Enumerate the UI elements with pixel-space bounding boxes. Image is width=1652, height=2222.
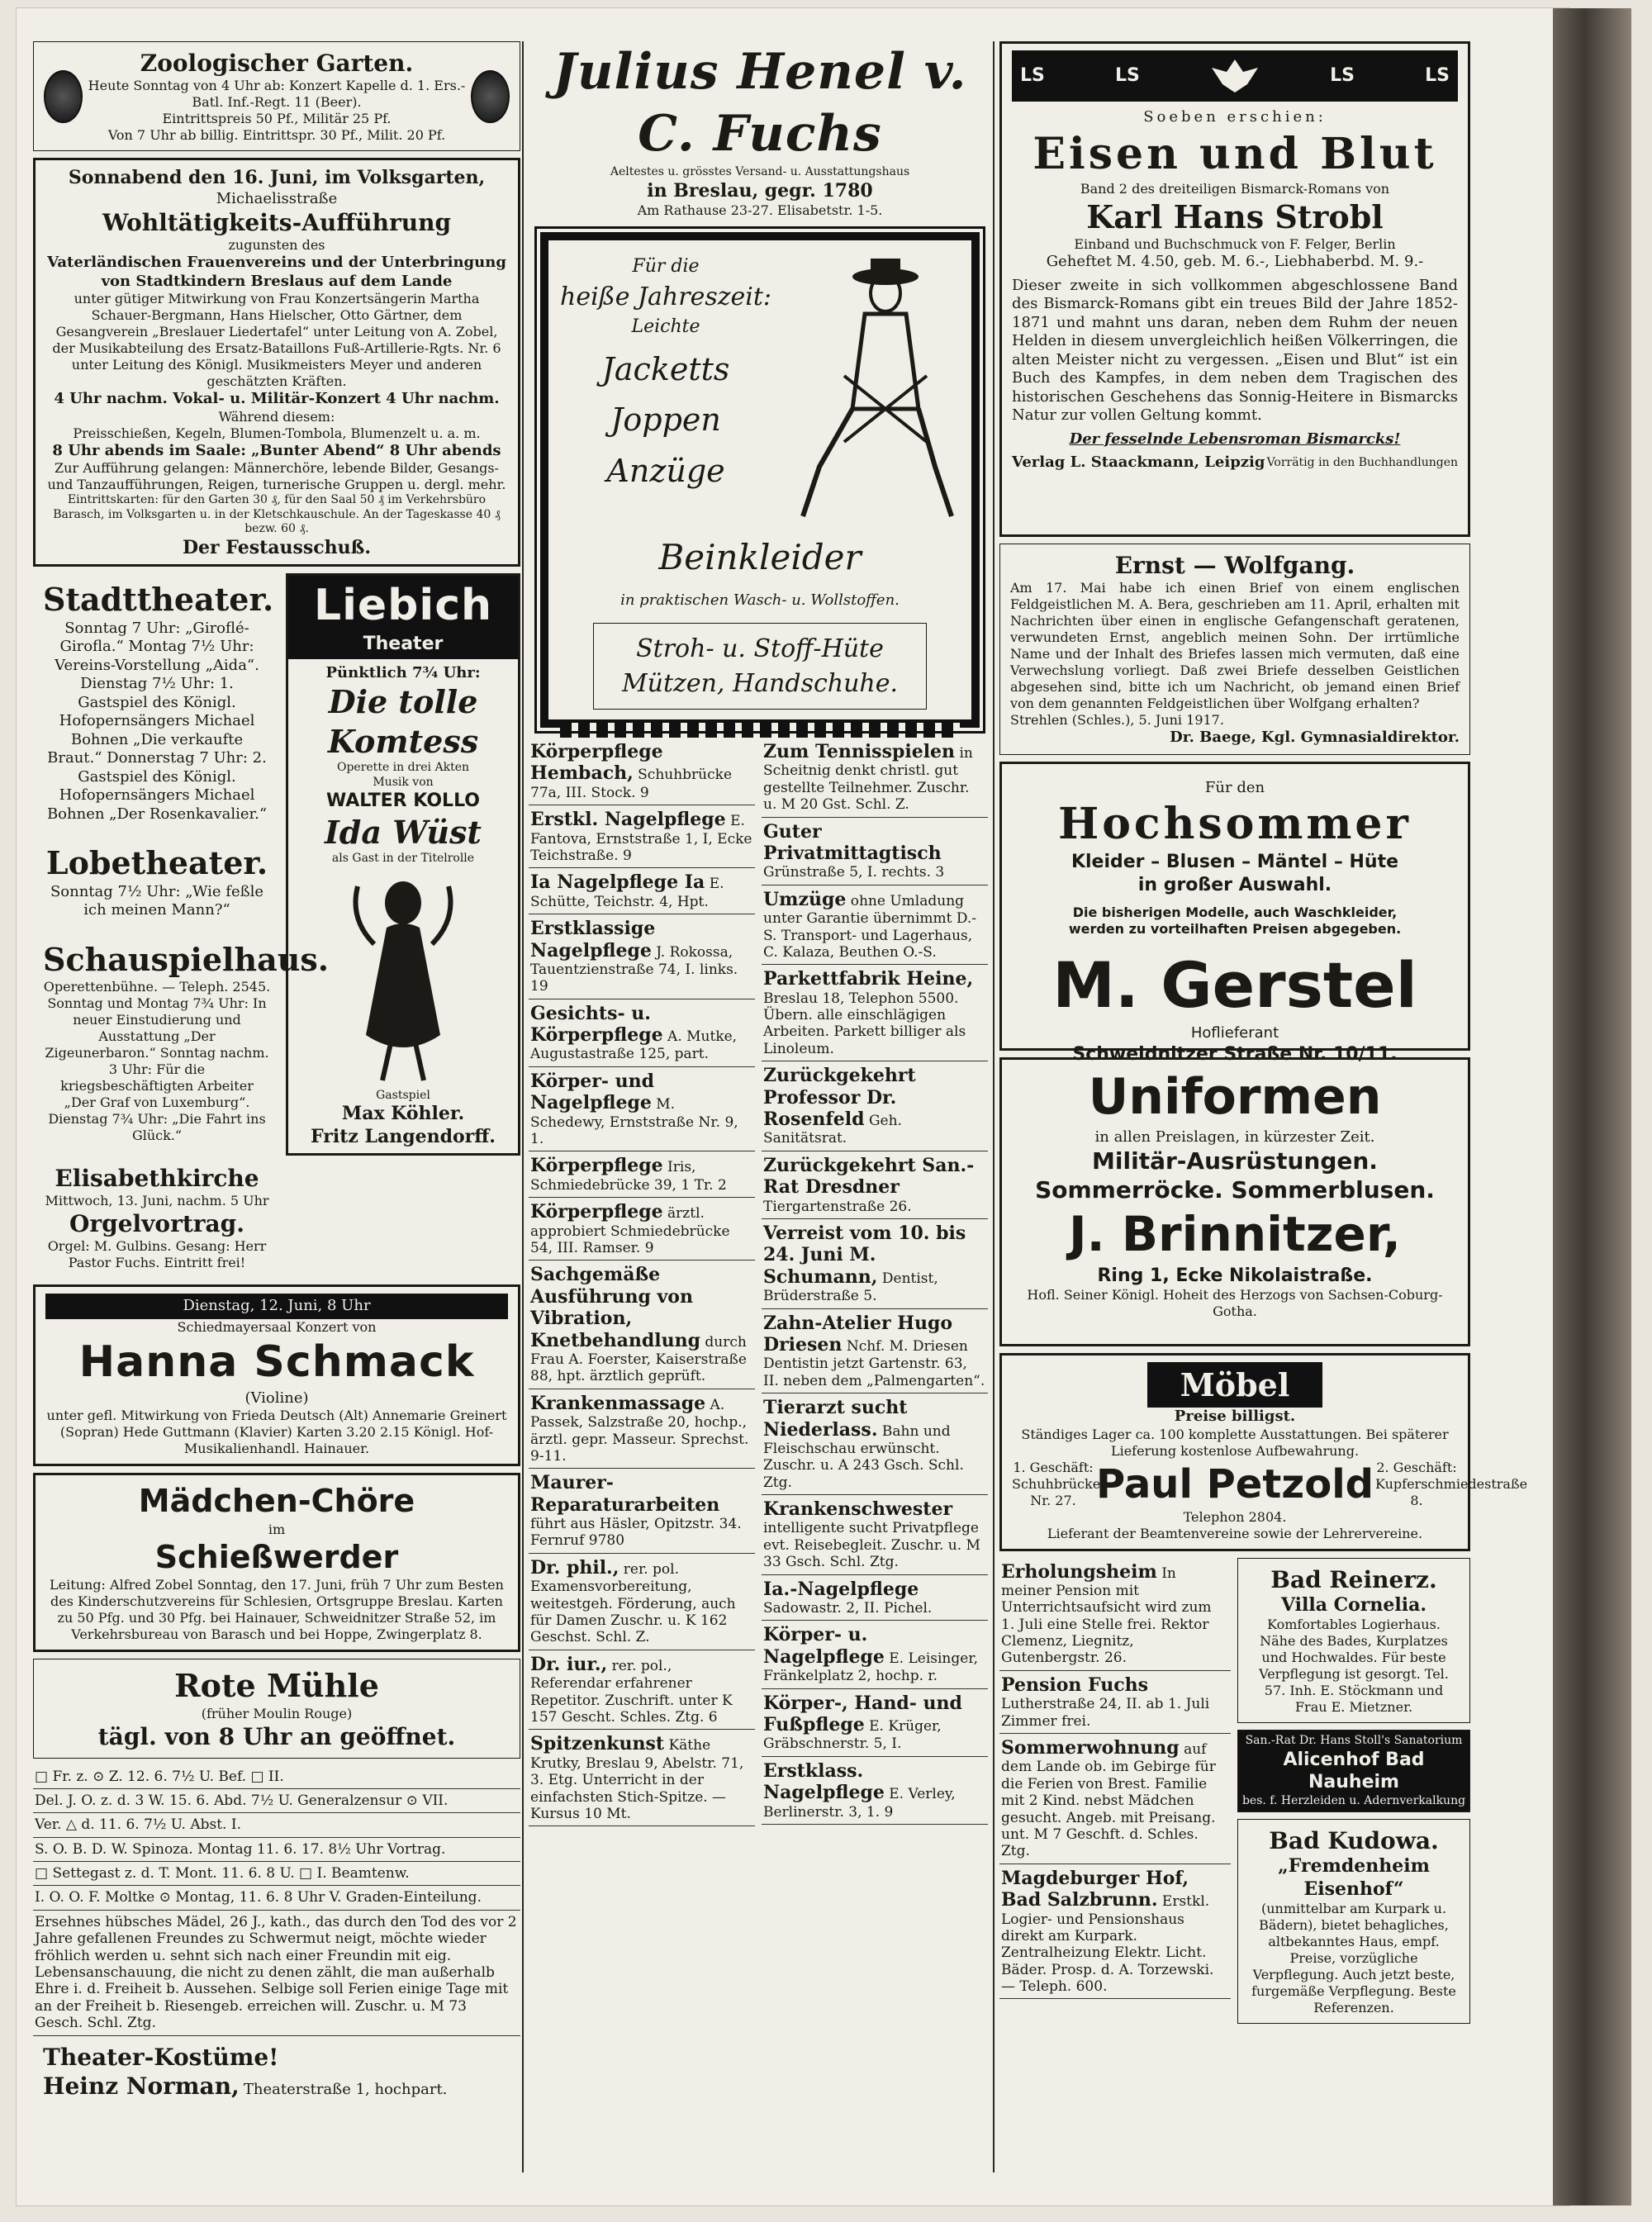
classified-head: Gesichts- u. Körperpflege <box>530 1002 663 1047</box>
eagle-icon <box>1210 55 1260 97</box>
lodge-notice: I. O. O. F. Moltke ⊙ Montag, 11. 6. 8 Uhr V. Graden-Einteilung. <box>33 1886 520 1910</box>
brinnitzer-warrant: Hofl. Seiner Königl. Hoheit des Herzogs von Sachsen-Coburg-Gotha. <box>1027 1287 1443 1319</box>
henel-light: Leichte <box>631 316 700 337</box>
classified-body: Tiergartenstraße 26. <box>763 1198 912 1215</box>
reinerz-text: Komfortables Logierhaus. Nähe des Bades, Kurplatzes und Hochwaldes. Für beste Verpflegung ist gesorgt. Tel. 57. Inh. E. Stöckmann und Frau E. Mietzner. <box>1259 1617 1449 1715</box>
brinnitzer-sub: in allen Preislagen, in kürzester Zeit. <box>1094 1128 1375 1146</box>
lobetheater-ad <box>33 837 281 927</box>
classified-body: Bahn und Fleischschau erwünscht. Zuschr. u. A 243 Gsch. Schl. Ztg. <box>763 1422 964 1491</box>
column-rule <box>993 41 995 2172</box>
personal-notice: Ersehnes hübsches Mädel, 26 J., kath., das durch den Tod des vor 2 Jahre gefallenen Freundes zu Schwermut neigt, möchte wieder fröhlich werden u. sehnt sich nach einer Freundin mit eig. Lebensanschauung, die nicht zu denen zählt, die man außerhalb Ehre i. d. Freiheit b. Aussehen. Selbige soll Ferien einige Tage mit an der Freiheit b. Riesengeb. erreichen will. Zuschr. u. M 73 Gesch. Schl. Ztg. <box>33 1911 520 2036</box>
classified-ad <box>529 1389 755 1469</box>
classified-head: Zurückgekehrt Professor Dr. Rosenfeld <box>763 1065 916 1131</box>
charity-sub: zugunsten des <box>228 237 325 253</box>
classified-body: Geh. Sanitätsrat. <box>763 1113 902 1147</box>
schmack-instr: (Violine) <box>244 1389 309 1407</box>
strobl-ann: Soeben erschien: <box>1143 108 1327 126</box>
reinerz-ad <box>1237 1558 1470 1724</box>
classified-head: Sachgemäße Ausführung von Vibration, Knetbehandlung <box>530 1264 701 1351</box>
strobl-sub: Band 2 des dreiteiligen Bismarck-Romans von <box>1080 180 1390 197</box>
henel-frame <box>540 232 980 728</box>
kudowa-title: Bad Kudowa. <box>1269 1827 1439 1854</box>
classified-ad <box>529 999 755 1067</box>
stadttheater-ad <box>33 573 281 830</box>
reinerz-sub: Villa Cornelia. <box>1280 1593 1427 1616</box>
lion-head-icon <box>471 70 510 123</box>
charity-title: Wohltätigkeits-Aufführung <box>102 209 452 236</box>
strobl-text: Dieser zweite in sich vollkommen abgeschlossene Band des Bismarck-Romans gibt ein treues Bild der Jahre 1852-1871 und mahnt uns daran, neben dem Ruhm der neuen Helden in diesem unvergleichlich heißen Völkerringen, die alten Meister nicht zu vergessen. „Eisen und Blut“ ist ein Buch des Kampfes, in dem neben dem Tragischen des historischen Geschehens das Sonnig-Heitere in Bismarcks Natur zur vollen Geltung kommt. <box>1012 276 1458 424</box>
gerstel-items: Kleider – Blusen – Mäntel – Hüte <box>1070 852 1399 872</box>
liebich-star: Ida Wüst <box>325 813 482 851</box>
classified-head: Körperpflege <box>530 1155 663 1177</box>
ernst-place: Strehlen (Schles.), 5. Juni 1917. <box>1010 712 1224 728</box>
henel-hats-box <box>593 623 927 710</box>
classified-head: Zahn-Atelier Hugo Driesen <box>763 1312 953 1356</box>
henel-hats1: Stroh- u. Stoff-Hüte <box>636 634 884 663</box>
charity-perf: Zur Aufführung gelangen: Männerchöre, lebende Bilder, Gesangs- und Tanzaufführungen, Reigen, turnerische Gruppen u. dergl. mehr. <box>47 460 506 492</box>
lobetheater-text: Sonntag 7½ Uhr: „Wie feßle ich meinen Mann?“ <box>50 882 264 919</box>
lodge-notice: □ Fr. z. ⊙ Z. 12. 6. 7½ U. Bef. □ II. <box>33 1765 520 1789</box>
rote-muehle-title: Rote Mühle <box>174 1667 379 1704</box>
classified-ad <box>762 1757 988 1825</box>
brinnitzer-title: Uniformen <box>1088 1067 1382 1126</box>
henel-arch: Aeltestes u. grösstes Versand- u. Ausstattungshaus <box>610 165 910 178</box>
classified-ad <box>762 818 988 885</box>
charity-sign: Der Festausschuß. <box>182 536 372 558</box>
classified-head: Körper- und Nagelpflege <box>530 1070 655 1114</box>
liebich-guest: Gastspiel <box>376 1088 430 1102</box>
charity-sub: unter gütiger Mitwirkung von Frau Konzertsängerin Martha Schauer-Bergmann, Hans Hielscher, Otto Gärtner, dem Gesangverein „Breslauer Liedertafel“ unter Leitung von A. Zobel, der Musikabteilung des Ersatz-Bataillons Fuß-Artillerie-Rgts. Nr. 6 unter Leitung des Königl. Musikmeisters Meyer und anderen geschätzten Kräften. <box>52 291 501 389</box>
elisabeth-ad <box>33 1157 281 1278</box>
elisabeth-title2: Orgelvortrag. <box>69 1210 245 1237</box>
classified-ad <box>999 1734 1231 1864</box>
petzold-left: 1. Geschäft: Schuhbrücke Nr. 27. <box>1012 1459 1101 1508</box>
classified-ad <box>529 868 755 914</box>
classified-body: intelligente sucht Privatpflege evt. Reisebegleit. Zuschr. u. M 33 Gsch. Schl. Ztg. <box>763 1520 980 1571</box>
classified-ad <box>762 1061 988 1151</box>
maedchen-text: Leitung: Alfred Zobel Sonntag, den 17. Juni, früh 7 Uhr zum Besten des Kinderschutzvereins für Schlesien, Ortsgruppe Breslau. Karten zu 50 Pfg. und 30 Pfg. bei Hainauer, Schweidnitzer Straße 52, im Verkehrsbureau von Barasch und bei Hoppe, Zwingerplatz 8. <box>50 1577 504 1642</box>
petzold-ad <box>999 1353 1528 1551</box>
classified-head: Guter Privatmittagtisch <box>763 820 942 864</box>
classified-head: Krankenmassage <box>530 1392 706 1414</box>
publisher-badge: LS <box>1020 65 1045 87</box>
henel-material: in praktischen Wasch- u. Wollstoffen. <box>620 591 900 609</box>
liebich-composer: WALTER KOLLO <box>325 791 481 811</box>
strobl-binding: Einband und Buchschmuck von F. Felger, Berlin <box>1074 236 1396 252</box>
gerstel-sel: in großer Auswahl. <box>1137 874 1332 895</box>
zoo-line: Heute Sonntag von 4 Uhr ab: Konzert Kapelle d. 1. Ers.-Batl. Inf.-Regt. 11 (Beer). <box>88 78 466 110</box>
frame-border-pattern <box>560 723 960 738</box>
strobl-ad <box>999 41 1470 537</box>
classified-head: Parkettfabrik Heine, <box>763 968 974 990</box>
classified-head: Erstklass. Nagelpflege <box>763 1759 885 1804</box>
dancer-icon <box>341 870 465 1085</box>
classified-ad <box>529 1261 755 1389</box>
schauspielhaus-ad <box>33 933 329 1151</box>
petzold-foot: Lieferant der Beamtenvereine sowie der Lehrervereine. <box>1047 1525 1423 1541</box>
classified-ad <box>762 1219 988 1309</box>
classified-head: Tierarzt sucht Niederlass. <box>763 1397 908 1441</box>
classified-ad <box>529 1067 755 1152</box>
classified-head: Körperpflege Hembach, <box>530 741 663 785</box>
classified-ad <box>529 1650 755 1731</box>
nauheim-top: San.-Rat Dr. Hans Stoll's Sanatorium <box>1245 1734 1463 1747</box>
petzold-right: 2. Geschäft: Kupferschmiedestraße 8. <box>1375 1459 1528 1508</box>
classified-ad <box>762 885 988 966</box>
classified-body: Sadowastr. 2, II. Pichel. <box>763 1600 933 1617</box>
publisher-badge: LS <box>1425 65 1450 87</box>
gerstel-for: Für den <box>1204 778 1265 796</box>
classified-ad <box>529 805 755 868</box>
classified-body: Grünstraße 5, I. rechts. 3 <box>763 864 945 881</box>
classified-body: E. Verley, Berlinerstr. 3, 1. 9 <box>763 1786 956 1821</box>
maedchen-place: Schießwerder <box>154 1538 399 1575</box>
classified-body: Nchf. M. Driesen Dentistin jetzt Gartenstr. 63, II. neben dem „Palmengarten“. <box>763 1337 985 1389</box>
classified-head: Zum Tennisspielen <box>763 741 956 762</box>
schauspielhaus-text: Operettenbühne. — Teleph. 2545. Sonntag und Montag 7¾ Uhr: In neuer Einstudierung und Ausstattung „Der Zigeunerbaron.“ Sonntag nachm. 3 Uhr: Für die kriegsbeschäftigten Arbeiter „Der Graf von Luxemburg“. Dienstag 7¾ Uhr: „Die Fahrt ins Glück.“ <box>43 979 271 1143</box>
classified-body: M. Schedewy, Ernststraße Nr. 9, 1. <box>530 1096 738 1148</box>
classified-body: Lutherstraße 24, II. ab 1. Juli Zimmer frei. <box>1001 1696 1210 1730</box>
classified-ad <box>762 1689 988 1757</box>
charity-evening: 8 Uhr abends im Saale: „Bunter Abend“ 8 Uhr abends <box>52 441 501 459</box>
elisabeth-date: Mittwoch, 13. Juni, nachm. 5 Uhr <box>45 1193 269 1208</box>
lodge-notice: Del. J. O. z. d. 3 W. 15. 6. Abd. 7½ U. Generalzensur ⊙ VII. <box>33 1789 520 1813</box>
classified-ad <box>999 1671 1231 1734</box>
classified-head: Maurer-Reparaturarbeiten <box>530 1472 720 1516</box>
classified-body: A. Passek, Salzstraße 20, hochp., ärztl. gepr. Masseur. Sprechst. 9-11. <box>530 1396 749 1465</box>
kudowa-text: (unmittelbar am Kurpark u. Bädern), bietet behagliches, altbekanntes Haus, empf. Preise, vorzügliche Verpflegung. Auch jetzt beste, furgemäße Verpflegung. Beste Referenzen. <box>1251 1901 1456 2015</box>
charity-ad <box>33 158 520 567</box>
classified-body: durch Frau A. Foerster, Kaiserstraße 88, hpt. ärztlich geprüft. <box>530 1333 747 1385</box>
classified-body: Erstkl. Logier- und Pensionshaus direkt am Kurpark. Zentralheizung Elektr. Licht. Bäder. Prosp. d. A. Torzewski. — Teleph. 600. <box>1001 1893 1214 1996</box>
schmack-text: unter gefl. Mitwirkung von Frieda Deutsch (Alt) Annemarie Greinert (Sopran) Hede Guttmann (Klavier) Karten 3.20 2.15 Königl. Hof-Musikalienhandl. Hainauer. <box>46 1408 507 1456</box>
maedchen-ad <box>33 1473 520 1652</box>
classified-body: A. Mutke, Augustastraße 125, part. <box>530 1028 738 1063</box>
zoo-title: Zoologischer Garten. <box>140 50 414 77</box>
classified-body: E. Fantova, Ernststraße 1, I, Ecke Teichstraße. 9 <box>530 813 752 864</box>
charity-tickets: Eintrittskarten: für den Garten 30 ₰, für den Saal 50 ₰ im Verkehrsbüro Barasch, im Volksgarten u. in der Kletschkauschule. An der Tageskasse 40 ₰ bezw. 60 ₰. <box>53 493 501 535</box>
brinnitzer-ad <box>999 1057 1470 1346</box>
classified-ad <box>529 1151 755 1198</box>
liebich-ad <box>286 573 520 1284</box>
liebich-music: Musik von <box>373 775 434 789</box>
classified-body: Dentist, Brüderstraße 5. <box>763 1270 938 1305</box>
resort-ads <box>1237 1558 1470 2031</box>
classified-head: Umzüge <box>763 888 847 910</box>
classified-ad <box>762 1151 988 1219</box>
petzold-tel: Telephon 2804. <box>1183 1508 1287 1525</box>
classified-body: Schuhbrücke 77a, III. Stock. 9 <box>530 767 733 801</box>
classified-right <box>762 738 988 1826</box>
henel-item: Joppen <box>610 401 721 438</box>
brinnitzer-line2: Militär-Ausrüstungen. <box>1092 1147 1378 1175</box>
classified-head: Magdeburger Hof, Bad Salzbrunn. <box>1001 1867 1189 1911</box>
kudowa-ad <box>1237 1819 1470 2024</box>
nauheim-ad <box>1237 1730 1470 1812</box>
classified-ad <box>762 1495 988 1575</box>
classified-ad <box>762 1621 988 1688</box>
zoo-ad <box>33 41 520 151</box>
classified-head: Sommerwohnung <box>1001 1737 1180 1759</box>
classified-head: Verreist vom 10. bis 24. Juni M. Schumann, <box>763 1222 966 1288</box>
classified-head: Krankenschwester <box>763 1498 953 1521</box>
costume-ad <box>33 2036 520 2107</box>
strobl-avail: Vorrätig in den Buchhandlungen <box>1266 455 1458 469</box>
column-2 <box>529 41 991 1826</box>
newspaper-page <box>17 8 1569 2205</box>
theater-listings <box>33 573 329 1284</box>
classified-left <box>529 738 755 1826</box>
classified-body: Käthe Krutky, Breslau 9, Abelstr. 71, 3. Etg. Unterricht in der einfachsten Stich-Spitze. — Kursus 10 Mt. <box>530 1737 744 1822</box>
lodge-notice: Ver. △ d. 11. 6. 7½ U. Abst. I. <box>33 1813 520 1837</box>
zoo-line: Eintrittspreis 50 Pf., Militär 25 Pf. <box>162 111 392 126</box>
schmack-name: Hanna Schmack <box>78 1337 475 1387</box>
henel-hats2: Mützen, Handschuhe. <box>621 668 899 698</box>
stadttheater-text: Sonntag 7 Uhr: „Giroflé-Girofla.“ Montag 7½ Uhr: Vereins-Vorstellung „Aida“. Dienstag 7½ Uhr: 1. Gastspiel des Königl. Hofopernsängers Michael Bohnen „Die verkaufte Braut.“ Donnerstag 7 Uhr: 2. Gastspiel des Königl. Hofopernsängers Michael Bohnen „Der Rosenkavalier.“ <box>46 619 268 823</box>
henel-item: Jacketts <box>601 350 730 387</box>
classified-body: Breslau 18, Telephon 5500. Übern. alle einschlägigen Arbeiten. Parkett billiger als Linoleum. <box>763 990 966 1057</box>
schmack-sub: Schiedmayersaal Konzert von <box>177 1318 377 1335</box>
rote-muehle-text: tägl. von 8 Uhr an geöffnet. <box>97 1722 456 1750</box>
classified-ad <box>999 1864 1231 2000</box>
schmack-ad <box>33 1284 520 1466</box>
classified-head: Ia.-Nagelpflege <box>763 1578 919 1600</box>
classified-body: auf dem Lande ob. im Gebirge für die Ferien von Brest. Familie mit 2 Kind. nebst Mädchen gesucht. Angeb. mit Preisang. unt. M 7 Geschft. d. Schles. Ztg. <box>1001 1741 1216 1860</box>
lodge-notice: S. O. B. D. W. Spinoza. Montag 11. 6. 17. 8½ Uhr Vortrag. <box>33 1838 520 1862</box>
classified-head: Spitzenkunst <box>530 1733 665 1755</box>
classified-body: J. Rokossa, Tauentzienstraße 74, I. links. 19 <box>530 943 738 995</box>
strobl-tag: Der fesselnde Lebensroman Bismarcks! <box>1069 430 1401 448</box>
maedchen-title: Mädchen-Chöre <box>138 1483 415 1519</box>
classified-ad <box>529 1198 755 1261</box>
henel-name: Julius Henel v. C. Fuchs <box>553 43 967 163</box>
column-rule <box>522 41 524 2172</box>
classified-head: Dr. phil., <box>530 1556 620 1579</box>
henel-addr: Am Rathause 23-27. Elisabetstr. 1-5. <box>637 202 883 218</box>
classified-body: E. Krüger, Gräbschnerstr. 5, I. <box>763 1717 942 1753</box>
elisabeth-title: Elisabethkirche <box>55 1165 259 1192</box>
charity-concert: 4 Uhr nachm. Vokal- u. Militär-Konzert 4 Uhr nachm. <box>54 390 500 407</box>
column-1 <box>33 41 520 2114</box>
classified-head: Körperpflege <box>530 1201 663 1223</box>
liebich-role: als Gast in der Titelrolle <box>331 852 475 865</box>
column-3 <box>999 41 1528 2030</box>
gerstel-ad <box>999 762 1470 1065</box>
nauheim-title: Alicenhof Bad Nauheim <box>1283 1749 1425 1792</box>
classified-body: In meiner Pension mit Unterrichtsaufsicht wird zum 1. Juli eine Stelle frei. Rektor Clemenz, Liegnitz, Gutenbergstr. 26. <box>1001 1564 1212 1667</box>
liebich-box <box>286 573 520 1156</box>
classified-ad <box>999 1558 1231 1671</box>
charity-during: Während diesem: <box>218 408 335 425</box>
charity-games: Preisschießen, Kegeln, Blumen-Tombola, Blumenzelt u. a. m. <box>73 425 481 441</box>
ernst-text: Am 17. Mai habe ich einen Brief von einem englischen Feldgeistlichen M. A. Bera, geschrieben am 11. April, erhalten mit Nachrichten über einen in englische Gefangenschaft geratenen, verwundeten Ernst, angeblich meinen Sohn. Der irrtümliche Name und der Inhalt des Briefes lassen mich vermuten, daß eine Verwechslung vorliegt. Daß zwei Briefe desselben Geistlichen abgesehen sind, bitte ich um Nachricht, ob jemand einen Brief von dem genannten Feldgeistlichen über Wolfgang erhalten? <box>1010 580 1460 711</box>
charity-sub: Vaterländischen Frauenvereins und der Unterbringung von Stadtkindern Breslaus auf dem Lande <box>47 254 506 290</box>
lodge-notices <box>33 1765 520 2036</box>
maedchen-sub: im <box>268 1521 286 1537</box>
classified-body: führt aus Häsler, Opitzstr. 34. Fernruf 9780 <box>530 1516 742 1550</box>
seated-man-icon <box>795 252 960 525</box>
petzold-sub: Preise billigst. <box>1174 1408 1296 1425</box>
ernst-title: Ernst — Wolfgang. <box>1114 552 1355 579</box>
liebich-name1: Max Köhler. <box>341 1103 465 1124</box>
classified-head: Erstklassige Nagelpflege <box>530 918 656 961</box>
classified-head: Erholungsheim <box>1001 1560 1157 1583</box>
henel-for: Für die <box>632 256 700 277</box>
classified-head: Ia Nagelpflege Ia <box>530 871 705 894</box>
charity-date: Sonnabend den 16. Juni, im Volksgarten, <box>68 167 486 188</box>
classified-head: Körper-, Hand- und Fußpflege <box>763 1692 962 1735</box>
book-binding <box>1553 8 1631 2205</box>
dancer-illustration <box>288 866 518 1089</box>
schmack-header: Dienstag, 12. Juni, 8 Uhr <box>45 1294 508 1319</box>
classified-ad <box>529 914 755 999</box>
classified-ad <box>762 965 988 1061</box>
brinnitzer-addr: Ring 1, Ecke Nikolaistraße. <box>1097 1265 1373 1286</box>
zoo-line: Von 7 Uhr ab billig. Eintrittspr. 30 Pf., Milit. 20 Pf. <box>107 127 446 143</box>
henel-ad <box>529 41 991 728</box>
brinnitzer-line3: Sommerröcke. Sommerblusen. <box>1035 1176 1435 1204</box>
charity-street: Michaelisstraße <box>216 189 338 207</box>
strobl-title: Eisen und Blut <box>1032 128 1437 179</box>
classified-head: Zurückgekehrt San.-Rat Dresdner <box>763 1154 975 1199</box>
gerstel-note: Die bisherigen Modelle, auch Waschkleider, werden zu vorteilhaften Preisen abgegeben. <box>1068 904 1402 937</box>
classified-body: in Scheitnig denkt christl. gut gestellte Teilnehmer. Zuschr. u. M 20 Gst. Schl. Z. <box>763 745 973 814</box>
classified-head: Erstkl. Nagelpflege <box>530 809 726 831</box>
petzold-title: Möbel <box>1147 1362 1323 1408</box>
strobl-publisher: Verlag L. Staackmann, Leipzig <box>1012 453 1265 471</box>
elisabeth-text: Orgel: M. Gulbins. Gesang: Herr Pastor Fuchs. Eintritt frei! <box>47 1238 267 1270</box>
brinnitzer-name: J. Brinnitzer, <box>1069 1206 1401 1262</box>
petzold-text: Ständiges Lager ca. 100 komplette Ausstattungen. Bei späterer Lieferung kostenlose Aufbewahrung. <box>1021 1426 1449 1459</box>
classified-body: Iris, Schmiedebrücke 39, 1 Tr. 2 <box>530 1159 727 1194</box>
henel-season: heiße Jahreszeit: <box>560 282 772 311</box>
lion-head-icon <box>44 70 83 123</box>
classified-ad <box>529 1554 755 1650</box>
strobl-author: Karl Hans Strobl <box>1086 197 1384 235</box>
classified-head: Pension Fuchs <box>1001 1674 1149 1696</box>
classified-body: rer. pol. Examensvorbereitung, weitestgeh. Förderung, auch für Damen Zuschr. u. K 162 Geschst. Schl. Z. <box>530 1560 736 1646</box>
ernst-notice <box>999 544 1470 755</box>
classified-ad <box>529 1469 755 1554</box>
strobl-price: Geheftet M. 4.50, geb. M. 6.-, Liebhaberbd. M. 9.- <box>1046 253 1424 270</box>
liebich-time: Pünktlich 7¾ Uhr: <box>325 663 481 681</box>
petzold-name: Paul Petzold <box>1095 1460 1374 1507</box>
stadttheater-title: Stadttheater. <box>43 581 274 618</box>
classified-body: ärztl. approbiert Schmiedebrücke 54, III. Ramser. 9 <box>530 1205 730 1256</box>
classified-head: Körper- u. Nagelpflege <box>763 1624 885 1668</box>
kudowa-sub: „Fremdenheim Eisenhof“ <box>1278 1855 1430 1900</box>
classified-ad <box>762 1309 988 1394</box>
classified-body: rer. pol., Referendar erfahrener Repetitor. Zuschrift. unter K 157 Gescht. Schles. Ztg. 6 <box>530 1657 733 1726</box>
liebich-name: Liebich <box>313 581 493 630</box>
col3-bottom <box>999 1558 1231 2031</box>
lobetheater-title: Lobetheater. <box>45 844 268 881</box>
gerstel-title: Hochsommer <box>1058 799 1412 849</box>
publisher-badge: LS <box>1330 65 1355 87</box>
classified-body: E. Leisinger, Fränkelplatz 2, hochp. r. <box>763 1650 978 1685</box>
gerstel-addr: Schweidnitzer Straße Nr. 10/11. <box>1072 1043 1398 1065</box>
classified-ad <box>529 738 755 805</box>
henel-item: Beinkleider <box>658 537 862 577</box>
classified-ad <box>762 1575 988 1621</box>
ernst-sign: Dr. Baege, Kgl. Gymnasialdirektor. <box>1170 729 1460 746</box>
nauheim-sub: bes. f. Herzleiden u. Adernverkalkung <box>1241 1793 1466 1807</box>
henel-city: in Breslau, gegr. 1780 <box>647 179 873 202</box>
publisher-banner <box>1012 50 1458 102</box>
liebich-title: Die tolle Komtess <box>327 683 479 760</box>
schauspielhaus-title: Schauspielhaus. <box>43 940 329 978</box>
classified-ad <box>762 1393 988 1495</box>
classified-ad <box>762 738 988 818</box>
liebich-name2: Fritz Langendorff. <box>311 1125 496 1147</box>
liebich-sub: Theater <box>363 634 444 654</box>
publisher-badge: LS <box>1115 65 1140 87</box>
costume-name: Heinz Norman, <box>43 2072 240 2100</box>
classified-body: ohne Umladung unter Garantie übernimmt D.-S. Transport- und Lagerhaus, C. Kalaza, Beuthen O.-S. <box>763 892 977 961</box>
lodge-notice: □ Settegast z. d. T. Mont. 11. 6. 8 U. □ I. Beamtenw. <box>33 1862 520 1886</box>
classified-head: Dr. iur., <box>530 1653 608 1675</box>
classified-ad <box>529 1730 755 1826</box>
henel-item: Anzüge <box>606 452 725 489</box>
costume-title: Theater-Kostüme! <box>43 2043 279 2071</box>
costume-addr: Theaterstraße 1, hochpart. <box>243 2080 448 2098</box>
rote-muehle-ad <box>33 1659 520 1759</box>
classified-body: E. Schütte, Teichstr. 4, Hpt. <box>530 876 724 910</box>
reinerz-title: Bad Reinerz. <box>1270 1565 1437 1593</box>
gerstel-name: M. Gerstel <box>1052 948 1417 1022</box>
gerstel-title2: Hoflieferant <box>1190 1024 1279 1042</box>
rote-muehle-sub: (früher Moulin Rouge) <box>201 1705 353 1721</box>
liebich-genre: Operette in drei Akten <box>336 761 470 774</box>
